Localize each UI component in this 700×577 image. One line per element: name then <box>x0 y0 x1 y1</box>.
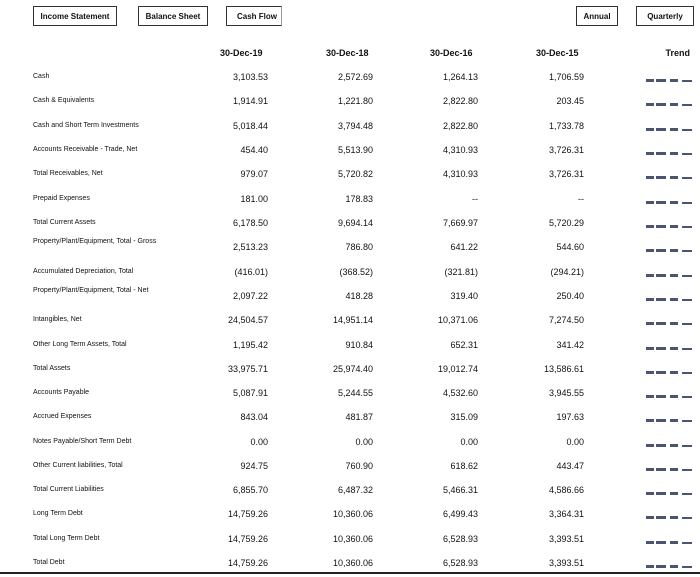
row-value: 5,720.82 <box>337 169 373 179</box>
table-row <box>0 236 700 260</box>
table-row <box>0 431 700 455</box>
row-label: Property/Plant/Equipment, Total - Gross <box>33 238 157 245</box>
row-value: 786.80 <box>345 242 373 252</box>
annual-button[interactable]: Annual <box>576 6 618 26</box>
row-value: 3,393.51 <box>548 534 584 544</box>
row-value: 5,720.29 <box>548 218 584 228</box>
row-value: 6,178.50 <box>232 218 268 228</box>
row-value: 2,572.69 <box>337 72 373 82</box>
row-value: 3,103.53 <box>232 72 268 82</box>
row-value: 0.00 <box>355 437 373 447</box>
row-value: 5,244.55 <box>337 388 373 398</box>
row-value: 14,759.26 <box>227 509 268 519</box>
row-value: 6,855.70 <box>232 485 268 495</box>
row-label: Total Current Assets <box>33 219 96 226</box>
row-value: 3,794.48 <box>337 121 373 131</box>
row-value: 2,513.23 <box>232 242 268 252</box>
row-value: 652.31 <box>450 340 478 350</box>
row-value: 197.63 <box>556 412 584 422</box>
row-value: 1,914.91 <box>232 96 268 106</box>
row-value: 6,528.93 <box>442 534 478 544</box>
row-label: Total Assets <box>33 365 71 372</box>
table-row <box>0 261 700 285</box>
row-value: 181.00 <box>240 194 268 204</box>
row-value: 1,195.42 <box>232 340 268 350</box>
row-label: Accrued Expenses <box>33 413 92 420</box>
row-value: 6,528.93 <box>442 558 478 568</box>
row-value: 5,466.31 <box>442 485 478 495</box>
row-value: 481.87 <box>345 412 373 422</box>
trend-sparkline[interactable] <box>646 410 692 422</box>
row-value: 10,360.06 <box>332 534 373 544</box>
row-value: 10,360.06 <box>332 509 373 519</box>
row-value: 2,822.80 <box>442 96 478 106</box>
column-header-4: 30-Dec-15 <box>536 48 579 58</box>
row-label: Prepaid Expenses <box>33 195 90 202</box>
table-row <box>0 406 700 430</box>
quarterly-button[interactable]: Quarterly <box>636 6 694 26</box>
column-header-1: 30-Dec-19 <box>220 48 263 58</box>
row-value: 0.00 <box>566 437 584 447</box>
row-value: 9,694.14 <box>337 218 373 228</box>
table-row <box>0 479 700 503</box>
table-row <box>0 358 700 382</box>
table-row <box>0 382 700 406</box>
row-value: 7,669.97 <box>442 218 478 228</box>
trend-sparkline[interactable] <box>646 167 692 179</box>
trend-sparkline[interactable] <box>646 338 692 350</box>
table-row <box>0 455 700 479</box>
row-value: 1,221.80 <box>337 96 373 106</box>
row-label: Total Long Term Debt <box>33 535 100 542</box>
tab-balance-sheet[interactable]: Balance Sheet <box>138 6 208 26</box>
row-value: 1,733.78 <box>548 121 584 131</box>
trend-sparkline[interactable] <box>646 240 692 252</box>
row-label: Accounts Receivable - Trade, Net <box>33 146 138 153</box>
table-row <box>0 334 700 358</box>
row-label: Cash and Short Term Investments <box>33 122 139 129</box>
row-label: Cash <box>33 73 50 80</box>
row-label: Total Current Liabilities <box>33 486 104 493</box>
row-label: Accounts Payable <box>33 389 90 396</box>
row-value: 641.22 <box>450 242 478 252</box>
table-row <box>0 212 700 236</box>
row-value: 3,726.31 <box>548 169 584 179</box>
trend-sparkline[interactable] <box>646 216 692 228</box>
trend-sparkline[interactable] <box>646 483 692 495</box>
row-value: 454.40 <box>240 145 268 155</box>
row-label: Total Receivables, Net <box>33 170 103 177</box>
row-value: 910.84 <box>345 340 373 350</box>
row-value: 319.40 <box>450 291 478 301</box>
row-value: 3,364.31 <box>548 509 584 519</box>
table-row <box>0 90 700 114</box>
table-row <box>0 503 700 527</box>
trend-sparkline[interactable] <box>646 265 692 277</box>
column-header-3: 30-Dec-16 <box>430 48 473 58</box>
row-value: 315.09 <box>450 412 478 422</box>
table-row <box>0 309 700 333</box>
row-value: 843.04 <box>240 412 268 422</box>
row-value: 2,097.22 <box>232 291 268 301</box>
row-label: Accumulated Depreciation, Total <box>33 268 134 275</box>
trend-sparkline[interactable] <box>646 289 692 301</box>
row-value: 5,087.91 <box>232 388 268 398</box>
row-value: 178.83 <box>345 194 373 204</box>
row-value: 418.28 <box>345 291 373 301</box>
row-label: Other Current liabilities, Total <box>33 462 123 469</box>
table-row <box>0 139 700 163</box>
row-label: Property/Plant/Equipment, Total - Net <box>33 287 149 294</box>
row-value: 203.45 <box>556 96 584 106</box>
row-value: 1,264.13 <box>442 72 478 82</box>
row-value: 2,822.80 <box>442 121 478 131</box>
trend-sparkline[interactable] <box>646 94 692 106</box>
row-value: 4,310.93 <box>442 145 478 155</box>
table-row <box>0 163 700 187</box>
row-value: 6,487.32 <box>337 485 373 495</box>
table-row <box>0 115 700 139</box>
trend-sparkline[interactable] <box>646 459 692 471</box>
row-label: Other Long Term Assets, Total <box>33 341 127 348</box>
row-value: 14,951.14 <box>332 315 373 325</box>
tab-cash-flow[interactable]: Cash Flow <box>226 6 282 26</box>
row-value: 4,310.93 <box>442 169 478 179</box>
row-value: (416.01) <box>234 267 268 277</box>
row-value: 924.75 <box>240 461 268 471</box>
table-row <box>0 66 700 90</box>
trend-header: Trend <box>665 48 690 58</box>
statement-tabs <box>0 6 700 30</box>
row-value: 0.00 <box>460 437 478 447</box>
row-value: -- <box>472 194 478 204</box>
row-value: 10,360.06 <box>332 558 373 568</box>
row-value: 0.00 <box>250 437 268 447</box>
row-value: 14,759.26 <box>227 558 268 568</box>
trend-sparkline[interactable] <box>646 143 692 155</box>
row-value: 25,974.40 <box>332 364 373 374</box>
row-value: 760.90 <box>345 461 373 471</box>
row-value: 7,274.50 <box>548 315 584 325</box>
trend-sparkline[interactable] <box>646 362 692 374</box>
row-value: 3,945.55 <box>548 388 584 398</box>
row-value: 544.60 <box>556 242 584 252</box>
row-value: 341.42 <box>556 340 584 350</box>
trend-sparkline[interactable] <box>646 313 692 325</box>
row-value: 4,586.66 <box>548 485 584 495</box>
row-value: 6,499.43 <box>442 509 478 519</box>
row-value: 618.62 <box>450 461 478 471</box>
table-row <box>0 285 700 309</box>
trend-sparkline[interactable] <box>646 435 692 447</box>
row-value: 10,371.06 <box>437 315 478 325</box>
row-value: 5,513.90 <box>337 145 373 155</box>
row-value: (368.52) <box>339 267 373 277</box>
row-value: 3,393.51 <box>548 558 584 568</box>
table-row <box>0 188 700 212</box>
bottom-divider <box>0 572 700 574</box>
row-label: Notes Payable/Short Term Debt <box>33 438 132 445</box>
row-label: Long Term Debt <box>33 510 83 517</box>
row-label: Total Debt <box>33 559 65 566</box>
row-value: 13,586.61 <box>543 364 584 374</box>
row-value: 33,975.71 <box>227 364 268 374</box>
row-value: (321.81) <box>444 267 478 277</box>
row-value: 1,706.59 <box>548 72 584 82</box>
trend-sparkline[interactable] <box>646 556 692 568</box>
row-value: -- <box>578 194 584 204</box>
column-header-2: 30-Dec-18 <box>326 48 369 58</box>
trend-sparkline[interactable] <box>646 386 692 398</box>
row-value: 979.07 <box>240 169 268 179</box>
column-header <box>0 48 700 62</box>
trend-sparkline[interactable] <box>646 532 692 544</box>
trend-sparkline[interactable] <box>646 507 692 519</box>
row-value: 3,726.31 <box>548 145 584 155</box>
row-value: 24,504.57 <box>227 315 268 325</box>
row-value: (294.21) <box>550 267 584 277</box>
row-label: Cash & Equivalents <box>33 97 95 104</box>
tab-income-statement[interactable]: Income Statement <box>33 6 117 26</box>
trend-sparkline[interactable] <box>646 192 692 204</box>
row-value: 4,532.60 <box>442 388 478 398</box>
trend-sparkline[interactable] <box>646 119 692 131</box>
row-value: 443.47 <box>556 461 584 471</box>
table-row <box>0 528 700 552</box>
row-value: 250.40 <box>556 291 584 301</box>
trend-sparkline[interactable] <box>646 70 692 82</box>
row-value: 19,012.74 <box>437 364 478 374</box>
row-value: 5,018.44 <box>232 121 268 131</box>
row-value: 14,759.26 <box>227 534 268 544</box>
row-label: Intangibles, Net <box>33 316 82 323</box>
